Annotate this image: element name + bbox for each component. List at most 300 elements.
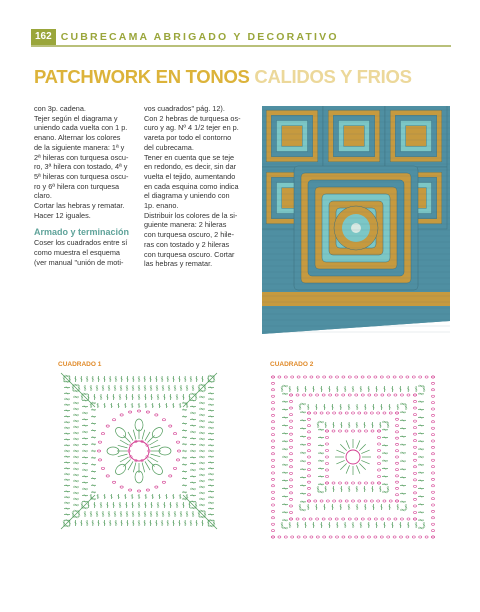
- text-line: del cubrecama.: [144, 142, 194, 152]
- page-header: [31, 28, 451, 45]
- chain-stitch: [432, 389, 435, 391]
- chain-stitch: [339, 412, 342, 414]
- text-column-1: [34, 104, 138, 268]
- chain-stitch: [432, 459, 435, 461]
- chain-stitch: [308, 437, 311, 439]
- page-number: 162: [31, 29, 56, 45]
- chain-stitch: [291, 536, 294, 538]
- chain-stitch: [396, 431, 399, 433]
- chain-stitch: [169, 475, 172, 477]
- chain-stitch: [308, 468, 311, 470]
- chain-stitch: [370, 412, 373, 414]
- chain-stitch: [314, 500, 317, 502]
- chain-stitch: [419, 376, 422, 378]
- chain-stitch: [414, 446, 417, 448]
- chain-stitch: [432, 446, 435, 448]
- chain-stitch: [98, 459, 101, 461]
- text-line: vuelta el tejido, aumentando: [144, 171, 236, 181]
- chain-stitch: [272, 427, 275, 429]
- chain-stitch: [106, 475, 109, 477]
- chain-stitch: [414, 492, 417, 494]
- text-line: ras con tostado y 2 hileras: [144, 239, 230, 249]
- chain-stitch: [177, 450, 180, 452]
- text-line: Cortar las hebras y rematar.: [34, 201, 125, 211]
- chain-stitch: [316, 518, 319, 520]
- chain-stitch: [310, 536, 313, 538]
- chain-stitch: [290, 400, 293, 402]
- chain-stitch: [112, 481, 115, 483]
- radial-stitch: [361, 450, 369, 453]
- chain-stitch: [308, 443, 311, 445]
- chain-stitch: [414, 440, 417, 442]
- chain-stitch: [345, 482, 348, 484]
- text-line: Coser los cuadrados entre sí: [34, 238, 128, 248]
- chain-stitch: [336, 376, 339, 378]
- chain-stitch: [394, 394, 397, 396]
- radial-stitch: [142, 430, 145, 440]
- chain-stitch: [97, 450, 100, 452]
- chain-stitch: [425, 376, 428, 378]
- chain-stitch: [297, 376, 300, 378]
- chain-stitch: [387, 518, 390, 520]
- text-line: Hacer 12 iguales.: [34, 210, 91, 220]
- chain-stitch: [329, 518, 332, 520]
- chain-stitch: [414, 427, 417, 429]
- radial-stitch: [149, 440, 158, 445]
- chain-stitch: [414, 518, 417, 520]
- chain-stitch: [396, 450, 399, 452]
- chain-stitch: [309, 394, 312, 396]
- chain-stitch: [432, 517, 435, 519]
- chain-stitch: [335, 394, 338, 396]
- chain-stitch: [322, 394, 325, 396]
- chain-stitch: [326, 475, 329, 477]
- chain-stitch: [396, 481, 399, 483]
- chain-stitch: [272, 382, 275, 384]
- chain-stitch: [380, 536, 383, 538]
- column2-body: [144, 104, 256, 269]
- chain-stitch: [162, 419, 165, 421]
- chain-stitch: [272, 408, 275, 410]
- chain-stitch: [155, 486, 158, 488]
- chain-stitch: [414, 479, 417, 481]
- center-ring: [129, 441, 149, 461]
- chain-stitch: [432, 382, 435, 384]
- chain-stitch: [137, 490, 140, 492]
- chain-stitch: [290, 453, 293, 455]
- chain-stitch: [358, 430, 361, 432]
- chain-stitch: [364, 500, 367, 502]
- radial-stitch: [145, 432, 150, 441]
- chain-stitch: [368, 376, 371, 378]
- chain-stitch: [371, 430, 374, 432]
- chain-stitch: [378, 436, 381, 438]
- chain-stitch: [290, 440, 293, 442]
- chain-stitch: [377, 412, 380, 414]
- chain-stitch: [320, 412, 323, 414]
- text-line: con 3p. cadena.: [34, 104, 86, 113]
- chain-stitch: [272, 504, 275, 506]
- chain-stitch: [326, 449, 329, 451]
- chain-stitch: [345, 412, 348, 414]
- text-line: 1p. enano.: [144, 201, 179, 211]
- chain-stitch: [389, 412, 392, 414]
- text-line: como muestra el esquema: [34, 248, 120, 258]
- text-line: el diagrama y uniendo con: [144, 191, 230, 201]
- radial-stitch: [120, 440, 129, 445]
- chain-stitch: [396, 475, 399, 477]
- chain-stitch: [320, 500, 323, 502]
- blanket-squares: [262, 106, 450, 334]
- chain-stitch: [432, 408, 435, 410]
- chain-stitch: [329, 394, 332, 396]
- chain-stitch: [290, 511, 293, 513]
- chain-stitch: [284, 376, 287, 378]
- chain-stitch: [278, 376, 281, 378]
- chain-stitch: [304, 376, 307, 378]
- radial-stitch: [359, 444, 365, 450]
- chain-stitch: [364, 412, 367, 414]
- chain-stitch: [316, 376, 319, 378]
- chain-stitch: [308, 481, 311, 483]
- chain-stitch: [396, 424, 399, 426]
- chain-stitch: [329, 536, 332, 538]
- chain-stitch: [432, 478, 435, 480]
- chain-stitch: [332, 482, 335, 484]
- radial-stitch: [145, 461, 150, 470]
- chain-stitch: [361, 518, 364, 520]
- text-line: Tener en cuenta que se teje: [144, 152, 235, 162]
- radial-stitch: [359, 463, 365, 469]
- chain-stitch: [432, 421, 435, 423]
- chain-stitch: [278, 536, 281, 538]
- chain-stitch: [396, 468, 399, 470]
- chain-stitch: [272, 453, 275, 455]
- text-line: con turquesa oscuro. Cortar: [144, 249, 235, 259]
- chain-stitch: [358, 500, 361, 502]
- chain-stitch: [272, 389, 275, 391]
- chain-stitch: [272, 434, 275, 436]
- chain-stitch: [432, 414, 435, 416]
- chain-stitch: [396, 500, 399, 502]
- granny-ring: [344, 126, 365, 147]
- chain-stitch: [370, 500, 373, 502]
- chain-stitch: [290, 498, 293, 500]
- chain-stitch: [323, 376, 326, 378]
- chain-stitch: [314, 412, 317, 414]
- chain-stitch: [329, 376, 332, 378]
- chain-stitch: [296, 394, 299, 396]
- text-line: vareta por todo el contorno: [144, 133, 232, 143]
- chain-stitch: [389, 500, 392, 502]
- chain-stitch: [412, 536, 415, 538]
- radial-stitch: [147, 459, 154, 466]
- chain-stitch: [326, 500, 329, 502]
- chain-stitch: [432, 376, 435, 378]
- radial-stitch: [142, 463, 145, 473]
- diagram-2-label: CUADRADO 2: [270, 361, 314, 368]
- text-line: curo y ag. Nº 4 1/2 tejer en p.: [144, 123, 239, 133]
- chain-stitch: [374, 376, 377, 378]
- chain-stitch: [176, 441, 179, 443]
- radial-stitch: [346, 465, 349, 473]
- chain-stitch: [290, 466, 293, 468]
- chain-stitch: [432, 395, 435, 397]
- header-rule: [31, 45, 451, 47]
- chain-stitch: [137, 410, 140, 412]
- chain-stitch: [393, 536, 396, 538]
- radial-stitch: [128, 432, 133, 441]
- chain-stitch: [414, 420, 417, 422]
- chain-stitch: [387, 536, 390, 538]
- chain-stitch: [173, 467, 176, 469]
- chain-stitch: [308, 418, 311, 420]
- chain-stitch: [412, 376, 415, 378]
- chain-stitch: [394, 518, 397, 520]
- chain-stitch: [272, 478, 275, 480]
- chain-stitch: [339, 482, 342, 484]
- chain-stitch: [414, 400, 417, 402]
- corner-stitch: [61, 495, 95, 529]
- title-part-1: PATCHWORK EN TONOS: [34, 66, 255, 87]
- chain-stitch: [368, 536, 371, 538]
- chain-stitch: [303, 518, 306, 520]
- chain-stitch: [339, 500, 342, 502]
- chain-stitch: [432, 472, 435, 474]
- chain-stitch: [381, 518, 384, 520]
- chain-stitch: [176, 459, 179, 461]
- title-part-2: CALIDOS Y FRIOS: [254, 66, 412, 87]
- text-line: Distribuir los colores de la si-: [144, 210, 238, 220]
- text-line: con turquesa oscuro, 2 hile-: [144, 230, 235, 240]
- chain-stitch: [303, 394, 306, 396]
- chain-stitch: [374, 536, 377, 538]
- chain-stitch: [355, 394, 358, 396]
- chain-stitch: [345, 500, 348, 502]
- text-column-2: [144, 104, 256, 269]
- chain-stitch: [272, 517, 275, 519]
- chain-stitch: [361, 536, 364, 538]
- chain-stitch: [326, 430, 329, 432]
- chain-stitch: [128, 489, 131, 491]
- text-line: en cada esquina como indica: [144, 181, 239, 191]
- chain-stitch: [378, 456, 381, 458]
- chain-stitch: [345, 430, 348, 432]
- chain-stitch: [272, 421, 275, 423]
- radial-stitch: [133, 430, 136, 440]
- chain-stitch: [348, 536, 351, 538]
- chain-stitch: [432, 504, 435, 506]
- corner-stitch: [183, 495, 217, 529]
- radial-stitch: [120, 457, 129, 462]
- text-line: guiente manera: 2 hileras: [144, 220, 227, 230]
- chain-stitch: [146, 411, 149, 413]
- chain-stitch: [326, 482, 329, 484]
- chain-stitch: [290, 505, 293, 507]
- chain-stitch: [308, 450, 311, 452]
- text-line: Con 2 hebras de turquesa os-: [144, 113, 241, 123]
- chain-stitch: [368, 518, 371, 520]
- chain-stitch: [414, 511, 417, 513]
- chain-stitch: [355, 536, 358, 538]
- chain-stitch: [432, 536, 435, 538]
- chain-stitch: [358, 482, 361, 484]
- chain-stitch: [414, 459, 417, 461]
- chain-stitch: [414, 505, 417, 507]
- chain-stitch: [272, 414, 275, 416]
- chain-stitch: [378, 482, 381, 484]
- text-line: en redondo, es decir, sin dar: [144, 162, 237, 172]
- chain-stitch: [272, 510, 275, 512]
- chain-stitch: [387, 394, 390, 396]
- chain-stitch: [342, 536, 345, 538]
- center-ring: [346, 450, 360, 464]
- text-line: claro.: [34, 191, 52, 201]
- chain-stitch: [348, 394, 351, 396]
- chain-stitch: [272, 472, 275, 474]
- radial-stitch: [128, 461, 133, 470]
- chain-stitch: [414, 466, 417, 468]
- page-title: [34, 66, 412, 88]
- chain-stitch: [326, 462, 329, 464]
- chain-stitch: [146, 489, 149, 491]
- chain-stitch: [322, 518, 325, 520]
- subheading-assembly: Armado y terminación: [34, 227, 130, 238]
- chain-stitch: [414, 485, 417, 487]
- text-line: las hebras y rematar.: [144, 259, 213, 269]
- text-line: de la siguiente manera: 1ª y: [34, 142, 125, 152]
- chain-stitch: [396, 456, 399, 458]
- chain-stitch: [272, 536, 275, 538]
- chain-stitch: [396, 443, 399, 445]
- chain-stitch: [284, 536, 287, 538]
- chain-stitch: [290, 485, 293, 487]
- chain-stitch: [396, 412, 399, 414]
- chain-stitch: [290, 394, 293, 396]
- chain-stitch: [406, 536, 409, 538]
- chain-stitch: [155, 414, 158, 416]
- chain-stitch: [308, 456, 311, 458]
- chain-stitch: [272, 485, 275, 487]
- chain-stitch: [374, 518, 377, 520]
- radial-stitch: [149, 457, 158, 462]
- radial-stitch: [151, 445, 161, 448]
- chain-stitch: [432, 466, 435, 468]
- radial-stitch: [118, 445, 128, 448]
- chain-stitch: [396, 418, 399, 420]
- chain-stitch: [414, 407, 417, 409]
- chain-stitch: [406, 376, 409, 378]
- chain-stitch: [308, 475, 311, 477]
- radial-stitch: [356, 440, 359, 448]
- chain-stitch: [365, 482, 368, 484]
- chain-stitch: [316, 536, 319, 538]
- chain-stitch: [101, 433, 104, 435]
- chain-stitch: [272, 446, 275, 448]
- chain-stitch: [326, 456, 329, 458]
- chain-stitch: [378, 475, 381, 477]
- text-line: 2ª hileras con turquesa oscu-: [34, 152, 129, 162]
- corner-stitch: [61, 373, 95, 407]
- chain-stitch: [432, 485, 435, 487]
- chain-stitch: [371, 482, 374, 484]
- chain-stitch: [355, 376, 358, 378]
- chain-stitch: [309, 518, 312, 520]
- radial-stitch: [336, 450, 344, 453]
- chain-stitch: [272, 491, 275, 493]
- chain-stitch: [425, 536, 428, 538]
- chain-stitch: [290, 459, 293, 461]
- text-line: (ver manual "unión de moti-: [34, 257, 124, 267]
- chain-stitch: [393, 376, 396, 378]
- chain-stitch: [414, 433, 417, 435]
- chain-stitch: [361, 376, 364, 378]
- chain-stitch: [352, 430, 355, 432]
- chain-stitch: [106, 425, 109, 427]
- chain-stitch: [377, 500, 380, 502]
- chain-stitch: [380, 376, 383, 378]
- radial-stitch: [346, 440, 349, 448]
- radial-stitch: [123, 459, 130, 466]
- radial-stitch: [336, 460, 344, 463]
- chain-stitch: [120, 486, 123, 488]
- chain-stitch: [326, 412, 329, 414]
- chain-stitch: [326, 436, 329, 438]
- chain-stitch: [355, 518, 358, 520]
- chain-stitch: [290, 427, 293, 429]
- chain-stitch: [381, 394, 384, 396]
- chain-stitch: [169, 425, 172, 427]
- chain-stitch: [308, 462, 311, 464]
- chain-stitch: [378, 443, 381, 445]
- chain-stitch: [290, 446, 293, 448]
- chain-stitch: [374, 394, 377, 396]
- chain-stitch: [396, 494, 399, 496]
- diagram-1-label: CUADRADO 1: [58, 361, 102, 368]
- chain-stitch: [326, 443, 329, 445]
- chain-stitch: [308, 500, 311, 502]
- chain-stitch: [396, 487, 399, 489]
- corner-stitch: [183, 373, 217, 407]
- chain-stitch: [407, 394, 410, 396]
- radial-stitch: [356, 465, 359, 473]
- chain-stitch: [378, 469, 381, 471]
- granny-ring: [282, 126, 303, 147]
- chain-stitch: [290, 518, 293, 520]
- chain-stitch: [432, 453, 435, 455]
- chain-stitch: [352, 482, 355, 484]
- chain-stitch: [342, 394, 345, 396]
- text-line: ro y 6ª hilera con turquesa: [34, 181, 120, 191]
- column1-body-2: [34, 238, 138, 267]
- chain-stitch: [400, 394, 403, 396]
- text-line: uniendo cada vuelta con 1 p.: [34, 123, 128, 133]
- chain-stitch: [326, 469, 329, 471]
- chain-stitch: [414, 394, 417, 396]
- center-flower-core: [351, 223, 361, 233]
- radial-stitch: [340, 444, 346, 450]
- chain-stitch: [432, 510, 435, 512]
- chain-stitch: [272, 530, 275, 532]
- chain-stitch: [396, 462, 399, 464]
- radial-stitch: [151, 454, 161, 457]
- chain-stitch: [272, 395, 275, 397]
- chain-stitch: [387, 376, 390, 378]
- chain-stitch: [419, 536, 422, 538]
- section-title: CUBRECAMA ABRIGADO Y DECORATIVO: [60, 30, 339, 43]
- chain-stitch: [272, 376, 275, 378]
- chain-stitch: [358, 412, 361, 414]
